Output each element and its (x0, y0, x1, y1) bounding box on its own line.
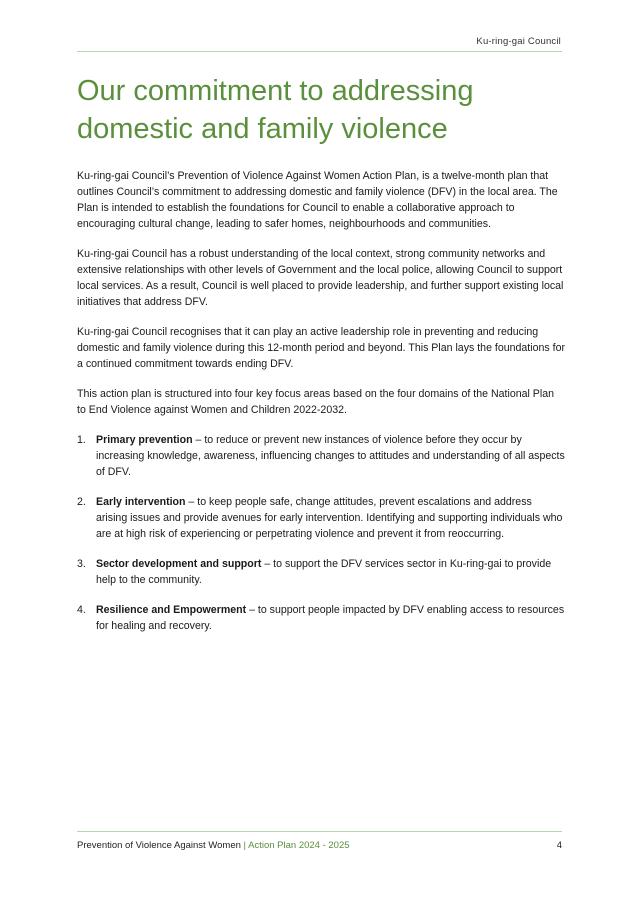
header-organisation: Ku-ring-gai Council (476, 36, 561, 47)
list-item-text: – to reduce or prevent new instances of violence before they occur by increasing knowledge, awareness, influencing changes to attitudes and understanding of all aspects of DFV. (96, 434, 565, 478)
list-item-text: – to support the DFV services sector in Ku-ring-gai to provide help to the community. (96, 558, 552, 586)
page-number: 4 (556, 840, 562, 851)
list-item (77, 556, 565, 588)
footer (77, 840, 562, 851)
list-item-label: Sector development and support (96, 558, 262, 570)
footer-separator: | (243, 840, 246, 851)
footer-divider (77, 831, 562, 832)
footer-document-title: Prevention of Violence Against Women (77, 840, 241, 851)
list-item-text: – to keep people safe, change attitudes, prevent escalations and address arising issues and provide avenues for early intervention. Identifying and supporting individuals who are at high risk of experiencing or perpetrating violence and prevent it from reoccurring. (96, 496, 563, 540)
list-item (77, 602, 565, 634)
list-item-label: Early intervention (96, 496, 186, 508)
list-item-label: Primary prevention (96, 434, 193, 446)
page-title: Our commitment to addressing domestic and family violence (77, 75, 474, 145)
paragraph-leadership: Ku-ring-gai Council recognises that it can play an active leadership role in preventing and reducing domestic and family violence during this 12-month period and beyond. This Plan lays the foundations for a continued commitment towards ending DFV. (77, 326, 565, 370)
list-item-number: 3. (77, 558, 86, 570)
list-item-number: 2. (77, 496, 86, 508)
list-item-text: – to support people impacted by DFV enabling access to resources for healing and recovery. (96, 604, 565, 632)
list-item (77, 494, 565, 542)
paragraph-structure: This action plan is structured into four key focus areas based on the four domains of the National Plan to End Violence against Women and Children 2022-2032. (77, 388, 554, 416)
focus-areas-list (77, 432, 565, 634)
list-item-number: 4. (77, 604, 86, 616)
paragraph-context: Ku-ring-gai Council has a robust understanding of the local context, strong community networks and extensive relationships with other levels of Government and the local police, allowing Council to support local services. As a result, Council is well placed to provide leadership, and further support existing local initiatives that address DFV. (77, 248, 564, 308)
footer-subtitle: Action Plan 2024 - 2025 (248, 840, 350, 851)
list-item-number: 1. (77, 434, 86, 446)
list-item-label: Resilience and Empowerment (96, 604, 247, 616)
body-content (77, 168, 565, 648)
header-divider (77, 51, 562, 52)
list-item (77, 432, 565, 480)
paragraph-intro: Ku-ring-gai Council’s Prevention of Violence Against Women Action Plan, is a twelve-month plan that outlines Council’s commitment to addressing domestic and family violence (DFV) in the local area. The Plan is intended to establish the foundations for Council to enable a collaborative approach to encouraging cultural change, leading to safer homes, neighbourhoods and communities. (77, 170, 558, 230)
